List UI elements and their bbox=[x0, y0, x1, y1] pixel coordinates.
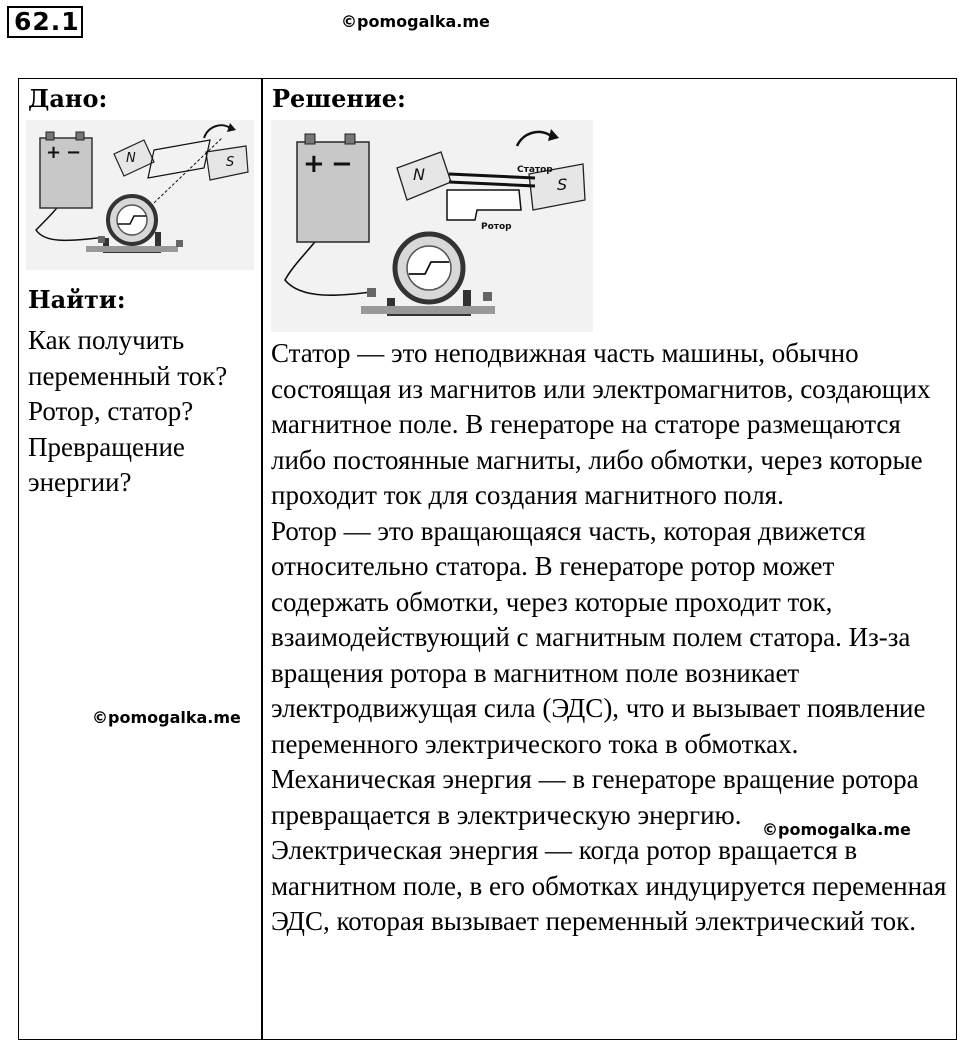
given-heading: Дано: bbox=[28, 84, 108, 113]
solution-paragraph-stator: Статор — это неподвижная часть машины, обычно состоящая из магнитов или электромагнитов, создающих магнитное поле. В генераторе на статоре размещаются либо постоянные магниты, либо обмотки, через которые проходит ток для создания магнитного поля. bbox=[271, 338, 931, 510]
watermark-right: ©pomogalka.me bbox=[762, 820, 911, 839]
stator-label: Статор bbox=[517, 165, 553, 175]
given-figure bbox=[26, 120, 254, 270]
solution-magnet-n: N bbox=[413, 165, 425, 184]
solution-magnet-s: S bbox=[557, 175, 568, 194]
solution-plus-label: + bbox=[303, 149, 325, 179]
solution-text bbox=[271, 336, 956, 940]
solution-paragraph-mechanical: Механическая энергия — в генераторе вращение ротора превращается в электрическую энергию. bbox=[271, 764, 919, 830]
given-minus-label: − bbox=[66, 142, 82, 163]
rotor-label: Ротор bbox=[481, 222, 512, 232]
solution-paragraph-electrical: Электрическая энергия — когда ротор вращается в магнитном поле, в его обмотках индуцируется переменная ЭДС, которая вызывает переменный электрический ток. bbox=[271, 835, 947, 936]
solution-minus-label: − bbox=[331, 149, 353, 179]
given-plus-label: + bbox=[46, 142, 62, 163]
solution-paragraph-rotor: Ротор — это вращающаяся часть, которая движется относительно статора. В генераторе ротор может содержать обмотки, через которые проходит ток, взаимодействующий с магнитным полем статора. Из-за вращения ротора в магнитном поле возникает электродвижущая сила (ЭДС), что и вызывает появление переменного электрического тока в обмотках. bbox=[271, 515, 926, 759]
column-divider bbox=[261, 78, 263, 1040]
solution-heading: Решение: bbox=[272, 84, 406, 113]
watermark-top: ©pomogalka.me bbox=[341, 12, 490, 31]
find-text: Как получить переменный ток? Ротор, статор? Превращение энергии? bbox=[28, 325, 228, 497]
find-heading: Найти: bbox=[28, 285, 126, 314]
given-magnet-s: S bbox=[226, 155, 235, 170]
watermark-left: ©pomogalka.me bbox=[92, 708, 241, 727]
given-magnet-n: N bbox=[126, 151, 136, 166]
solution-figure bbox=[271, 120, 593, 332]
problem-number: 62.1 bbox=[7, 6, 83, 38]
